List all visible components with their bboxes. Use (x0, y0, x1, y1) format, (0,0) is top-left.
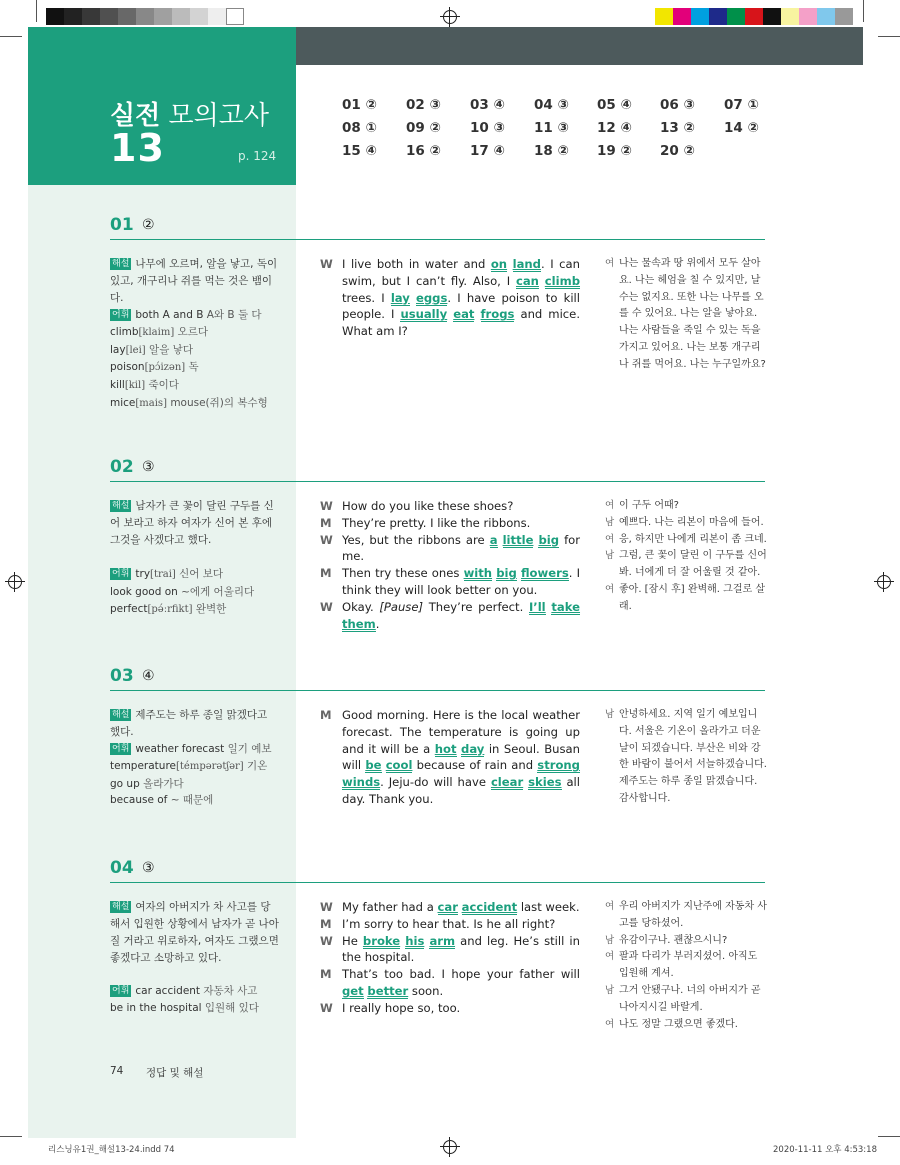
dialogue-text: Okay. [Pause] They’re perfect. I’ll take them. (342, 599, 581, 631)
vocab-phonetic: [témpərətʃər] (176, 760, 244, 772)
translation-line (605, 256, 767, 374)
vocab-entry (110, 1000, 290, 1017)
dialogue-line (320, 498, 580, 515)
answer-item: 07 ① (724, 97, 759, 113)
speaker-label: M (320, 515, 332, 530)
dialogue-line (320, 707, 580, 808)
explain-tag: 해설 (112, 710, 130, 720)
translation-line (605, 899, 767, 933)
translation-line (605, 582, 767, 616)
header-band (296, 27, 863, 65)
vocab-meaning: ~에게 어울리다 (181, 585, 255, 598)
answer-item: 14 ② (724, 120, 759, 136)
dialogue-text: I’m sorry to hear that. Is he all right? (342, 916, 556, 931)
vocab-entry (110, 307, 290, 324)
vocab-phonetic: [klaim] (138, 326, 175, 338)
answer-item: 13 ② (660, 120, 695, 136)
speaker-label: 여 (605, 1018, 615, 1030)
answer-item: 08 ① (342, 120, 377, 136)
explanation-text: 제주도는 하루 종일 맑겠다고 했다. (110, 709, 268, 738)
speaker-label: 남 (605, 516, 615, 528)
translation-text: 유감이구나. 괜찮으시니? (619, 934, 728, 946)
answer-item: 15 ④ (342, 143, 377, 159)
vocab-entry (110, 377, 290, 395)
vocab-meaning: 독 (188, 361, 199, 374)
vocab-entry (110, 776, 290, 793)
question-answer: ④ (142, 668, 155, 684)
vocab-meaning: 죽이다 (148, 379, 179, 392)
translation-line (605, 949, 767, 983)
registration-mark-left (8, 575, 22, 589)
color-bar (655, 8, 855, 25)
question-number: 02 (110, 457, 134, 477)
explanation (110, 899, 280, 967)
speaker-label: M (320, 967, 332, 982)
explain-tag: 해설 (112, 259, 130, 269)
speaker-label: 남 (605, 984, 615, 996)
answer-item: 05 ④ (597, 97, 632, 113)
question-header (110, 457, 765, 482)
dialogue-text: They’re pretty. I like the ribbons. (342, 515, 531, 530)
vocab-entry (110, 601, 290, 619)
answer-item: 10 ③ (470, 120, 505, 136)
dialogue-text: He broke his arm and leg. He’s still in the hospital. (342, 933, 580, 965)
speaker-label: W (320, 499, 333, 513)
vocab-phonetic: [lei] (125, 344, 146, 356)
vocab-meaning: 오르다 (177, 325, 208, 338)
question-number: 03 (110, 666, 134, 686)
answer-item: 17 ④ (470, 143, 505, 159)
translation-text: 나는 물속과 땅 위에서 모두 살아요. 나는 헤엄을 칠 수 있지만, 날 수는 없지요. 또한 나는 나무를 오를 수 있어요. 나는 알을 낳아요. 나는 사람들을 죽일 수 있는 독을 가지고 있어요. 나는 보통 개구리나 쥐를 먹어요. 나는 누구일까요? (619, 258, 766, 370)
translation-line (605, 1017, 767, 1034)
speaker-label: 남 (605, 934, 615, 946)
vocab-tag: 어휘 (112, 569, 130, 579)
translation-line (605, 498, 767, 515)
vocabulary-list (110, 741, 290, 809)
vocab-entry (110, 566, 290, 584)
translation-text: 그럼, 큰 꽃이 달린 이 구두를 신어 봐. 너에게 더 잘 어울릴 것 같아. (619, 550, 767, 579)
crop-mark (0, 1136, 22, 1137)
explanation (110, 256, 280, 307)
dialogue-line (320, 532, 580, 566)
vocab-tag: 어휘 (112, 744, 130, 754)
vocab-meaning: 기온 (247, 759, 268, 772)
dialogue-line (320, 515, 580, 532)
print-timestamp: 2020-11-11 오후 4:53:18 (773, 1145, 877, 1155)
question-header (110, 666, 765, 691)
translation-text: 좋아. [잠시 후] 완벽해. 그걸로 살래. (619, 583, 765, 612)
file-slug: 리스닝유1권_해설13-24.indd 74 (48, 1145, 175, 1155)
dialogue-text: Yes, but the ribbons are a little big for me. (342, 532, 581, 564)
answer-item: 09 ② (406, 120, 441, 136)
vocab-meaning: 알을 낳다 (149, 343, 193, 356)
question-number: 04 (110, 858, 134, 878)
vocab-entry (110, 395, 290, 413)
page-reference: p. 124 (238, 149, 277, 163)
registration-mark-bottom (443, 1140, 457, 1154)
dialogue-line (320, 599, 580, 633)
translation-line (605, 515, 767, 532)
speaker-label: W (320, 1000, 333, 1015)
vocabulary-list (110, 307, 290, 413)
translation-text: 이 구두 어때? (619, 500, 679, 511)
answer-item: 19 ② (597, 143, 632, 159)
translation-line (605, 933, 767, 950)
footer-label: 정답 및 해설 (146, 1067, 204, 1079)
registration-mark-top (443, 10, 457, 24)
explanation-text: 나무에 오르며, 알을 낳고, 독이 있고, 개구리나 쥐를 먹는 것은 뱀이다. (110, 258, 278, 304)
vocab-meaning: ~ 때문에 (170, 794, 214, 807)
registration-mark-right (877, 575, 891, 589)
speaker-label: W (320, 532, 333, 547)
speaker-label: W (320, 933, 333, 948)
vocabulary-list (110, 983, 290, 1017)
dialogue-line (320, 256, 580, 340)
vocabulary-list (110, 566, 290, 618)
answer-item: 16 ② (406, 143, 441, 159)
dialogue (320, 899, 580, 1017)
dialogue-line (320, 565, 580, 599)
test-number: 13 (110, 126, 165, 170)
dialogue-line (320, 966, 580, 1000)
vocab-word: mice (110, 396, 136, 409)
vocab-entry (110, 983, 290, 1000)
dialogue-line (320, 933, 580, 967)
translation (605, 899, 767, 1033)
answer-item: 04 ③ (534, 97, 569, 113)
translation-text: 안녕하세요. 지역 일기 예보입니다. 서울은 기온이 올라가고 더운 날이 되겠습니다. 부산은 비와 강한 바람이 불어서 서늘하겠습니다. 제주도는 하루 종일 맑겠습니다. 감사합니다. (619, 709, 767, 804)
question-answer: ③ (142, 860, 155, 876)
explanation (110, 498, 280, 549)
vocab-phonetic: [kil] (124, 380, 146, 392)
vocab-phonetic: [pɔ́izən] (144, 362, 186, 374)
speaker-label: 남 (605, 550, 615, 562)
translation-line (605, 532, 767, 549)
vocab-word: both A and B (135, 309, 204, 321)
vocab-word: weather forecast (135, 743, 225, 755)
dialogue (320, 256, 580, 340)
dialogue-text: I really hope so, too. (342, 1000, 461, 1015)
speaker-label: 여 (605, 583, 615, 595)
vocab-word: temperature (110, 759, 176, 772)
vocab-phonetic: [mais] (135, 397, 167, 409)
answer-item: 20 ② (660, 143, 695, 159)
answer-item: 06 ③ (660, 97, 695, 113)
question-answer: ③ (142, 459, 155, 475)
translation-text: 응, 하지만 나에게 리본이 좀 크네. (619, 533, 767, 545)
crop-mark (863, 0, 864, 22)
explain-tag: 해설 (112, 501, 130, 511)
vocab-word: kill (110, 379, 125, 392)
translation (605, 256, 767, 374)
dialogue-line (320, 899, 580, 916)
vocab-entry (110, 359, 290, 377)
translation-text: 예쁘다. 나는 리본이 마음에 들어. (619, 516, 764, 528)
vocab-word: try (135, 568, 151, 580)
vocab-entry (110, 584, 290, 601)
crop-mark (0, 36, 22, 37)
translation-line (605, 707, 767, 808)
vocab-phonetic: [trai] (150, 569, 176, 580)
dialogue-text: How do you like these shoes? (342, 499, 514, 513)
speaker-label: M (320, 566, 332, 581)
vocab-entry (110, 758, 290, 776)
translation-text: 팔과 다리가 부러지셨어. 아직도 입원해 계셔. (619, 951, 758, 980)
speaker-label: 여 (605, 951, 615, 963)
vocab-phonetic: [pə́ːrfikt] (147, 603, 193, 615)
translation-text: 그거 안됐구나. 너의 아버지가 곧 나아지시길 바랄게. (619, 984, 761, 1013)
dialogue-text: Good morning. Here is the local weather forecast. The temperature is going up and it will be a hot day in Seoul. Busan will be cool because of rain and strong winds. Jeju-do will have clear skies all day. Thank you. (342, 708, 581, 806)
vocab-meaning: 완벽한 (195, 602, 227, 615)
vocab-word: look good on (110, 585, 178, 598)
question-header (110, 215, 765, 240)
explanation-text: 남자가 큰 꽃이 달린 구두를 신어 보라고 하자 여자가 신어 본 후에 그것을 사겠다고 했다. (110, 500, 274, 546)
crop-mark (878, 36, 900, 37)
speaker-label: 남 (605, 709, 615, 720)
vocab-word: go up (110, 777, 140, 790)
vocab-tag: 어휘 (112, 986, 130, 996)
vocab-meaning: 입원해 있다 (204, 1001, 259, 1014)
vocab-meaning: A와 B 둘 다 (206, 309, 262, 321)
answer-item: 03 ④ (470, 97, 505, 113)
answer-item: 12 ④ (597, 120, 632, 136)
dialogue-text: I live both in water and on land. I can swim, but I can’t fly. Also, I can climb trees. I lay eggs. I have poison to kill people. I usually eat frogs and mice. What am I? (342, 257, 581, 339)
answer-item: 01 ② (342, 97, 377, 113)
dialogue (320, 498, 580, 632)
vocab-word: car accident (135, 985, 201, 997)
speaker-label: 여 (605, 533, 615, 545)
dialogue-text: Then try these ones with big flowers. I think they will look better on you. (342, 566, 581, 597)
vocab-word: because of (110, 794, 168, 807)
speaker-label: W (320, 900, 333, 914)
vocab-meaning: 자동차 사고 (203, 985, 258, 997)
dialogue-line (320, 916, 580, 933)
translation-text: 나도 정말 그랬으면 좋겠다. (619, 1018, 738, 1030)
vocab-entry (110, 741, 290, 758)
vocab-meaning: 신어 보다 (179, 568, 224, 580)
speaker-label: M (320, 708, 332, 722)
dialogue-text: That’s too bad. I hope your father will get better soon. (342, 967, 580, 998)
vocab-entry (110, 792, 290, 809)
vocab-meaning: mouse(쥐)의 복수형 (170, 396, 268, 409)
translation-text: 우리 아버지가 지난주에 자동차 사고를 당하셨어. (619, 901, 767, 929)
explanation (110, 707, 280, 741)
question-answer: ② (142, 217, 155, 233)
dialogue-line (320, 1000, 580, 1017)
answer-item: 18 ② (534, 143, 569, 159)
dialogue (320, 707, 580, 808)
speaker-label: 여 (605, 258, 615, 269)
translation (605, 498, 767, 616)
crop-mark (878, 1136, 900, 1137)
speaker-label: M (320, 916, 332, 931)
translation (605, 707, 767, 808)
answer-item: 11 ③ (534, 120, 569, 136)
speaker-label: W (320, 257, 333, 271)
question-header (110, 858, 765, 883)
crop-mark (36, 0, 37, 22)
dialogue-text: My father had a car accident last week. (342, 900, 580, 914)
vocab-entry (110, 342, 290, 360)
translation-line (605, 548, 767, 582)
grayscale-bar (46, 8, 244, 25)
speaker-label: 여 (605, 901, 615, 912)
speaker-label: 여 (605, 500, 615, 511)
vocab-meaning: 일기 예보 (227, 743, 272, 755)
vocab-entry (110, 324, 290, 342)
answer-item: 02 ③ (406, 97, 441, 113)
explanation-text: 여자의 아버지가 차 사고를 당해서 입원한 상황에서 남자가 곧 나아질 거라고 위로하자, 여자도 그랬으면 좋겠다고 소망하고 있다. (110, 901, 279, 964)
page-number: 74 (110, 1065, 124, 1077)
vocab-tag: 어휘 (112, 310, 130, 320)
translation-line (605, 983, 767, 1017)
page-title: 실전 모의고사 (110, 101, 269, 131)
explain-tag: 해설 (112, 902, 130, 912)
vocab-word: lay (110, 343, 126, 356)
vocab-word: perfect (110, 602, 148, 615)
question-number: 01 (110, 215, 134, 235)
vocab-word: be in the hospital (110, 1001, 202, 1014)
vocab-meaning: 올라가다 (143, 777, 184, 790)
speaker-label: W (320, 599, 333, 614)
vocab-word: climb (110, 325, 139, 338)
vocab-word: poison (110, 361, 145, 374)
